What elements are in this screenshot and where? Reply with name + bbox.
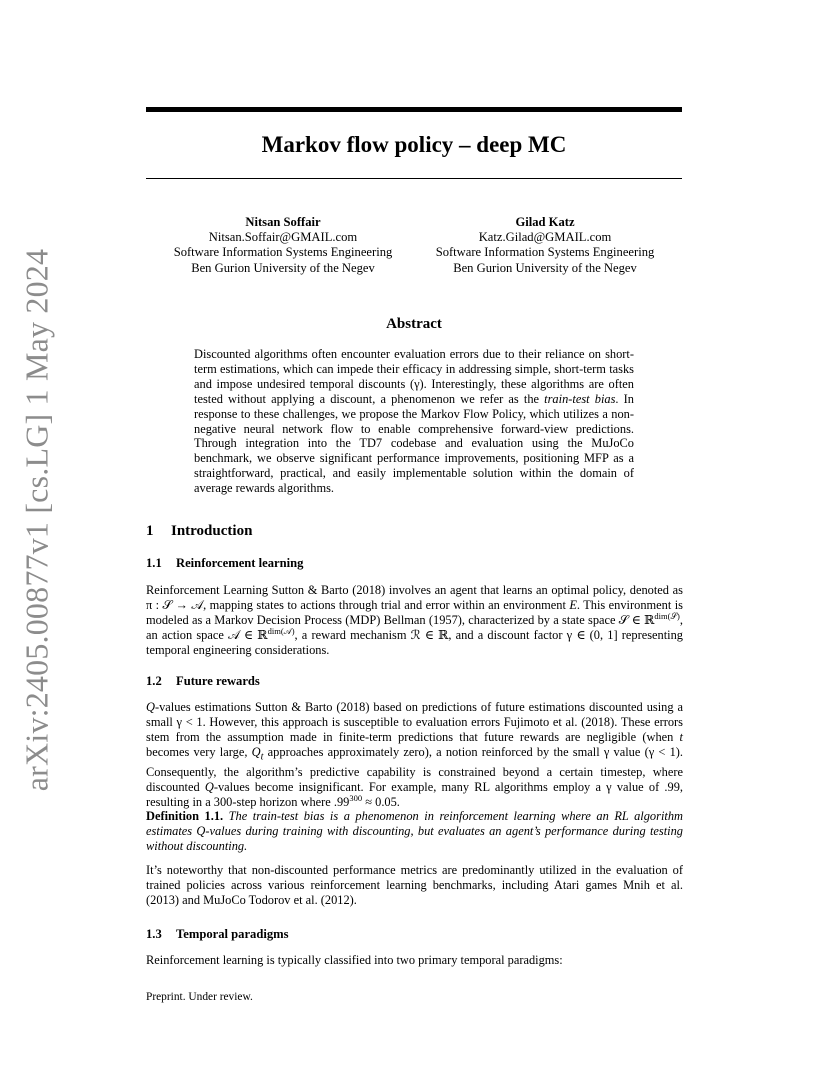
abstract-emphasis: train-test bias	[544, 391, 616, 406]
superscript: 300	[349, 792, 363, 803]
paragraph-future-rewards	[146, 700, 683, 810]
math-var: Q	[146, 700, 155, 714]
abstract-heading: Abstract	[386, 316, 442, 332]
section-title: Introduction	[171, 523, 253, 539]
author-name: Nitsan Soffair	[245, 215, 321, 229]
math-var: Q	[204, 779, 214, 794]
subsection-title: Reinforcement learning	[176, 556, 304, 570]
abstract-body	[194, 347, 634, 496]
text-run: -values estimations Sutton & Barto (2018) based on predictions of future estimations discounted using a small γ < 1. However, this approach is susceptible to evaluation errors Fujimoto et al. (2018). These errors stem from the assumption made in finite-term predictions that future rewards are negligible (when	[146, 700, 683, 745]
subsection-number: 1.3	[146, 927, 162, 941]
subsection-heading-rl	[146, 555, 303, 571]
arxiv-identifier: arXiv:2405.00877v1 [cs.LG] 1 May 2024	[18, 248, 55, 792]
title-top-rule	[146, 107, 682, 112]
math-var: E	[569, 598, 577, 613]
author-department: Software Information Systems Engineering	[435, 245, 655, 260]
paragraph-noteworthy: It’s noteworthy that non-discounted performance metrics are predominantly utilized in the evaluation of trained policies across various reinforcement learning benchmarks, including Atari games Mnih et al. (2013) and MuJoCo Todorov et al. (2012).	[146, 863, 683, 908]
text-run: -values become insignificant. For example, many RL algorithms employ a γ value of .99, resulting in a 300-step horizon where .99	[146, 779, 684, 810]
superscript: dim(𝒮)	[654, 611, 680, 622]
title-bottom-rule	[146, 178, 682, 179]
footer-note: Preprint. Under review.	[146, 991, 253, 1003]
math-var: Q	[251, 745, 261, 760]
section-number: 1	[146, 523, 154, 539]
subsection-heading-temporal	[146, 926, 289, 942]
author-department: Software Information Systems Engineering	[173, 245, 393, 260]
paragraph-rl	[146, 583, 683, 658]
paragraph-temporal: Reinforcement learning is typically classified into two primary temporal paradigms:	[146, 953, 563, 967]
subsection-number: 1.1	[146, 556, 162, 570]
paper-title: Markov flow policy – deep MC	[261, 132, 567, 157]
definition-text: The train-test bias is a phenomenon in reinforcement learning where an RL algorithm estimates Q-values during training with discounting, but evaluates an agent’s performance during testing without discounting.	[146, 809, 683, 854]
definition-label: Definition 1.1.	[146, 809, 224, 823]
subsection-title: Temporal paradigms	[176, 927, 289, 941]
text-run: approaches approximately zero), a notion reinforced by the small γ value (γ < 1). Consequently, the algorithm’s predictive capability is constrained beyond a certain timestep, where discounted	[146, 745, 684, 794]
author-email: Katz.Gilad@GMAIL.com	[478, 230, 612, 245]
text-run: becomes very large,	[146, 745, 252, 760]
author-block-2	[414, 215, 676, 276]
abstract-text-2: . In response to these challenges, we propose the Markov Flow Policy, which utilizes a non-negative neural network flow to enable comprehensive forward-view predictions. Through integration into the TD7 codebase and evaluation using the MuJoCo benchmark, we observe significant performance improvements, positioning MFP as a straightforward, practical, and easily implementable solution within the domain of average rewards algorithms.	[194, 391, 634, 496]
subsection-heading-future-rewards	[146, 673, 260, 689]
author-university: Ben Gurion University of the Negev	[453, 260, 637, 275]
text-run: , an action space 𝒜 ∈ ℝ	[146, 613, 683, 643]
definition-block	[146, 809, 683, 854]
subsection-title: Future rewards	[176, 674, 260, 688]
author-name: Gilad Katz	[515, 215, 575, 229]
author-university: Ben Gurion University of the Negev	[191, 260, 375, 275]
text-run: . This environment is modeled as a Markov Decision Process (MDP) Bellman (1957), characterized by a state space 𝒮 ∈ ℝ	[146, 598, 683, 628]
math-var: t	[679, 730, 683, 745]
author-block-1	[150, 215, 416, 276]
text-run: , a reward mechanism ℛ ∈ ℝ, and a discount factor γ ∈ (0, 1] representing temporal engineering considerations.	[146, 628, 684, 658]
subscript: t	[260, 751, 264, 763]
section-heading-introduction	[146, 521, 252, 541]
text-run: Reinforcement Learning Sutton & Barto (2018) involves an agent that learns an optimal policy, denoted as π : 𝒮 → 𝒜, mapping states to actions through trial and error within an environment	[146, 583, 683, 613]
author-email: Nitsan.Soffair@GMAIL.com	[208, 230, 358, 245]
text-run: ≈ 0.05.	[362, 795, 400, 810]
abstract-text-1: Discounted algorithms often encounter evaluation errors due to their reliance on short-term estimations, which can impede their efficacy in addressing simple, short-term tasks and impose undesired temporal discounts (γ). Interestingly, these algorithms are often tested without applying a discount, a phenomenon we refer as the	[194, 347, 634, 406]
superscript: dim(𝒜)	[267, 626, 295, 637]
subsection-number: 1.2	[146, 674, 162, 688]
